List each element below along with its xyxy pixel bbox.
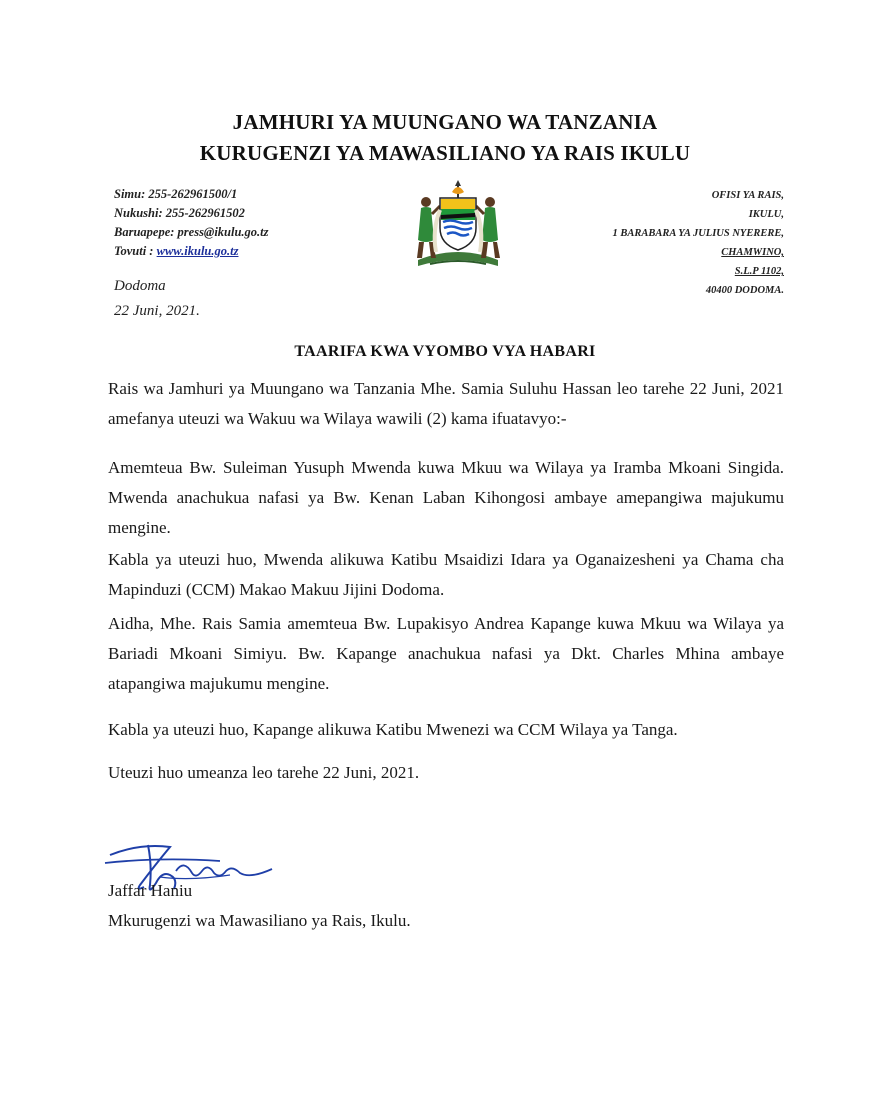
date-text: 22 Juni, 2021. bbox=[114, 303, 200, 319]
paragraph-3: Kabla ya uteuzi huo, Mwenda alikuwa Katibu Msaidizi Idara ya Oganaizesheni ya Chama cha Mapinduzi (CCM) Makao Makuu Jijini Dodoma. bbox=[108, 550, 784, 599]
subject-heading: TAARIFA KWA VYOMBO VYA HABARI bbox=[294, 343, 596, 360]
address-line-4: CHAMWINO, bbox=[721, 247, 784, 258]
fax-text: Nukushi: 255-262961502 bbox=[114, 206, 245, 220]
place-text: Dodoma bbox=[114, 278, 166, 294]
paragraph-6: Uteuzi huo umeanza leo tarehe 22 Juni, 2021. bbox=[108, 763, 420, 782]
coat-of-arms-icon bbox=[410, 180, 506, 272]
contact-block bbox=[114, 185, 269, 261]
paragraph-5: Kabla ya uteuzi huo, Kapange alikuwa Katibu Mwenezi wa CCM Wilaya ya Tanga. bbox=[108, 720, 678, 739]
website-link[interactable]: www.ikulu.go.tz bbox=[156, 244, 239, 258]
paragraph-2: Amemteua Bw. Suleiman Yusuph Mwenda kuwa Mkuu wa Wilaya ya Iramba Mkoani Singida. Mwenda anachukua nafasi ya Bw. Kenan Laban Kihongosi ambaye amepangiwa majukumu mengine. bbox=[108, 458, 784, 537]
paragraph-4: Aidha, Mhe. Rais Samia amemteua Bw. Lupakisyo Andrea Kapange kuwa Mkuu wa Wilaya ya Bariadi Mkoani Simiyu. Bw. Kapange anachukua nafasi ya Dkt. Charles Mhina ambaye atapangiwa majukumu mengine. bbox=[108, 614, 784, 693]
email-text: Baruapepe: press@ikulu.go.tz bbox=[114, 225, 269, 239]
website-label: Tovuti : bbox=[114, 244, 154, 258]
signer-block bbox=[108, 876, 411, 936]
address-line-3: 1 BARABARA YA JULIUS NYERERE, bbox=[612, 228, 784, 239]
paragraph-1: Rais wa Jamhuri ya Muungano wa Tanzania Mhe. Samia Suluhu Hassan leo tarehe 22 Juni, 2021 amefanya uteuzi wa Wakuu wa Wilaya wawili (2) kama ifuatavyo:- bbox=[108, 379, 784, 428]
phone-text: Simu: 255-262961500/1 bbox=[114, 187, 238, 201]
signer-title: Mkurugenzi wa Mawasiliano ya Rais, Ikulu. bbox=[108, 911, 411, 930]
website-row bbox=[114, 242, 269, 261]
header-line-1: JAMHURI YA MUUNGANO WA TANZANIA bbox=[232, 110, 658, 134]
header-line-2: KURUGENZI YA MAWASILIANO YA RAIS IKULU bbox=[199, 141, 691, 165]
address-line-5: S.L.P 1102, bbox=[734, 266, 784, 277]
address-line-1: OFISI YA RAIS, bbox=[711, 190, 784, 201]
address-line-6: 40400 DODOMA. bbox=[705, 285, 784, 296]
signer-name: Jaffar Haniu bbox=[108, 881, 193, 900]
place-date-block bbox=[114, 274, 200, 324]
address-line-2: IKULU, bbox=[748, 209, 784, 220]
address-block bbox=[613, 186, 784, 300]
